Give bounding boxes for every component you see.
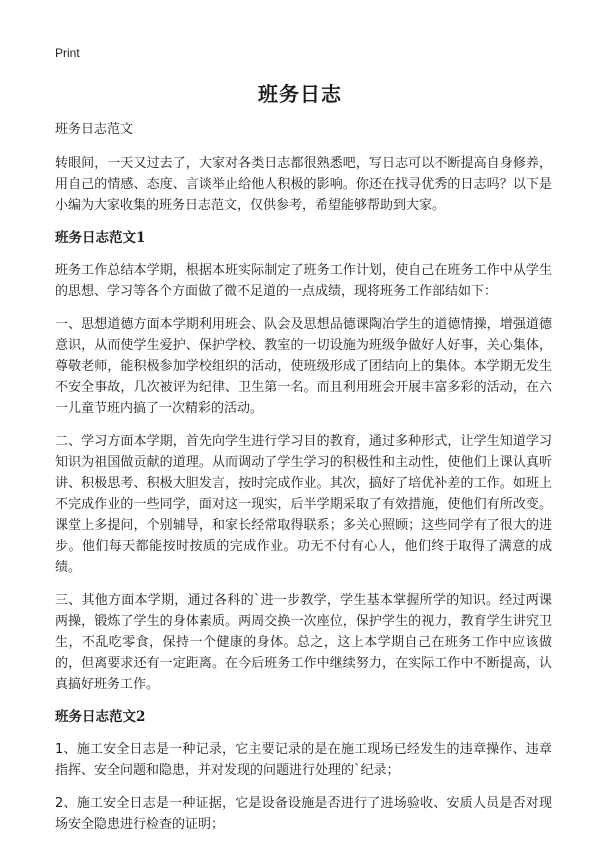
section-1-paragraph-3: 二、学习方面本学期，首先向学生进行学习目的教育，通过多种形式，让学生知道学习知识为祖国做贡献的道理。从而调动了学生学习的积极性和主动性，使他们上课认真听讲、积极思考、积极大胆发言，按时完成作业。其次，搞好了培优补差的工作。如班上不完成作业的一些同学，面对这一现实，后半学期采取了有效措施，使他们有所改变。课堂上多提问，个别辅导，和家长经常取得联系；多关心照顾；这些同学有了很大的进步。他们每天都能按时按质的完成作业。功无不付有心人，他们终于取得了满意的成绩。 bbox=[55, 434, 552, 575]
section-1-paragraph-1: 班务工作总结本学期，根据本班实际制定了班务工作计划，使自己在班务工作中从学生的思想、学习等各个方面做了微不足道的一点成绩，现将班务工作部结如下： bbox=[55, 263, 552, 299]
document-body bbox=[55, 120, 552, 847]
section-2-paragraph-2: 2、施工安全日志是一种证据，它是设备设施是否进行了进场验收、安质人员是否对现场安全隐患进行检查的证明； bbox=[55, 796, 552, 832]
document-subtitle: 班务日志范文 bbox=[55, 122, 134, 137]
print-link[interactable]: Print bbox=[55, 46, 80, 60]
section-1-paragraph-2: 一、思想道德方面本学期利用班会、队会及思想品德课陶冶学生的道德情操，增强道德意识，从而使学生爱护、保护学校、教室的一切设施为班级争做好人好事，关心集体，尊敬老师，能积极参加学校组织的活动，使班级形成了团结向上的集体。本学期无发生不安全事故，几次被评为纪律、卫生第一名。而且利用班会开展丰富多彩的活动，在六一儿童节班内搞了一次精彩的活动。 bbox=[55, 317, 552, 416]
intro-paragraph: 转眼间，一天又过去了，大家对各类日志都很熟悉吧，写日志可以不断提高自身修养，用自己的情感、态度、言谈举止给他人积极的影响。你还在找寻优秀的日志吗？以下是小编为大家收集的班务日志范文，仅供参考，希望能够帮助到大家。 bbox=[55, 156, 552, 213]
section-2-paragraph-1: 1、施工安全日志是一种记录，它主要记录的是在施工现场已经发生的违章操作、违章指挥、安全问题和隐患，并对发现的问题进行处理的`纪录； bbox=[55, 742, 552, 778]
section-2-heading: 班务日志范文2 bbox=[55, 709, 146, 725]
section-1-paragraph-4: 三、其他方面本学期，通过各科的`进一步教学，学生基本掌握所学的知识。经过两课两操，锻炼了学生的身体素质。两周交换一次座位，保护学生的视力，教育学生讲究卫生，不乱吃零食，保持一个健康的身体。总之，这上本学期自己在班务工作中应该做的，但离要求还有一定距离。在今后班务工作中继续努力，在实际工作中不断提高，认真搞好班务工作。 bbox=[55, 593, 552, 692]
section-1-heading: 班务日志范文1 bbox=[55, 230, 146, 246]
page-title: 班务日志 bbox=[258, 82, 342, 106]
